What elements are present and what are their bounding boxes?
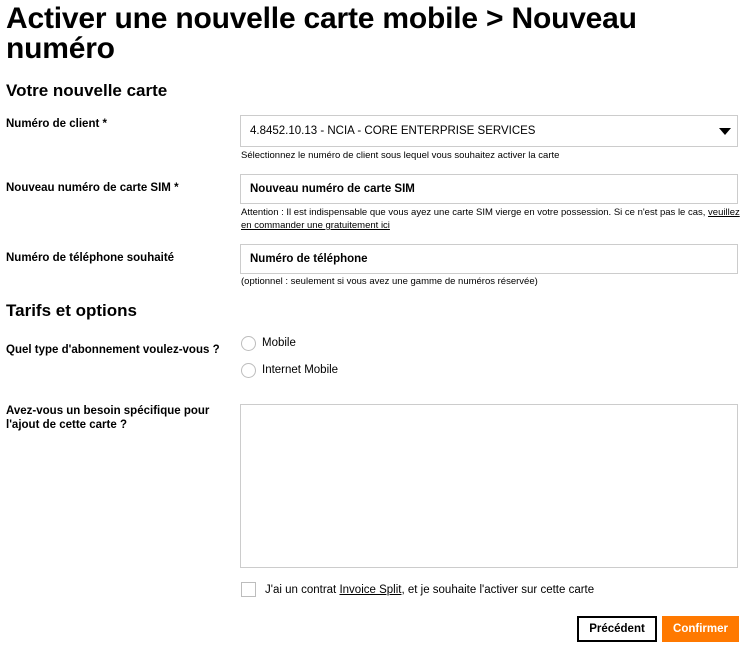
subscription-type-label: Quel type d'abonnement voulez-vous ? (6, 344, 220, 356)
caret-down-icon (719, 128, 731, 135)
section-title-tariffs: Tarifs et options (6, 301, 137, 320)
invoice-split-link[interactable]: Invoice Split (339, 583, 402, 596)
sim-number-help (241, 206, 741, 232)
client-number-help: Sélectionnez le numéro de client sous lequel vous souhaitez activer la carte (241, 150, 560, 161)
invoice-split-row[interactable] (241, 582, 594, 597)
page-title: Activer une nouvelle carte mobile > Nouveau numéro (6, 2, 637, 65)
sim-number-input[interactable] (240, 174, 738, 204)
confirm-button[interactable]: Confirmer (662, 616, 739, 642)
phone-number-label: Numéro de téléphone souhaité (6, 252, 175, 264)
radio-label-mobile: Mobile (262, 337, 296, 349)
invoice-split-text (265, 584, 594, 596)
invoice-split-checkbox[interactable] (241, 582, 256, 597)
client-number-label: Numéro de client * (6, 118, 107, 130)
radio-button[interactable] (241, 336, 256, 351)
phone-number-help: (optionnel : seulement si vous avez une gamme de numéros réservée) (241, 276, 538, 287)
radio-option-internet-mobile[interactable] (241, 361, 338, 379)
specific-need-label: Avez-vous un besoin spécifique pour l'ajout de cette carte ? (6, 405, 210, 431)
specific-need-textarea[interactable] (240, 404, 738, 568)
client-number-select[interactable] (240, 115, 738, 147)
sim-number-label: Nouveau numéro de carte SIM * (6, 182, 179, 194)
order-sim-link[interactable]: veuillez en commander une gratuitement ici (241, 207, 740, 231)
invoice-split-text-after: , et je souhaite l'activer sur cette carte (401, 583, 595, 596)
invoice-split-text-before: J'ai un contrat (265, 583, 337, 596)
previous-button[interactable]: Précédent (577, 616, 657, 642)
section-title-new-card: Votre nouvelle carte (6, 81, 168, 100)
phone-number-input[interactable] (240, 244, 738, 274)
radio-label-internet-mobile: Internet Mobile (262, 364, 339, 376)
client-number-selected-value: 4.8452.10.13 - NCIA - CORE ENTERPRISE SERVICES (250, 125, 536, 137)
radio-option-mobile[interactable] (241, 334, 296, 352)
radio-button[interactable] (241, 363, 256, 378)
sim-number-help-text: Attention : Il est indispensable que vous ayez une carte SIM vierge en votre possession. Si ce n'est pas le cas, (241, 207, 706, 218)
